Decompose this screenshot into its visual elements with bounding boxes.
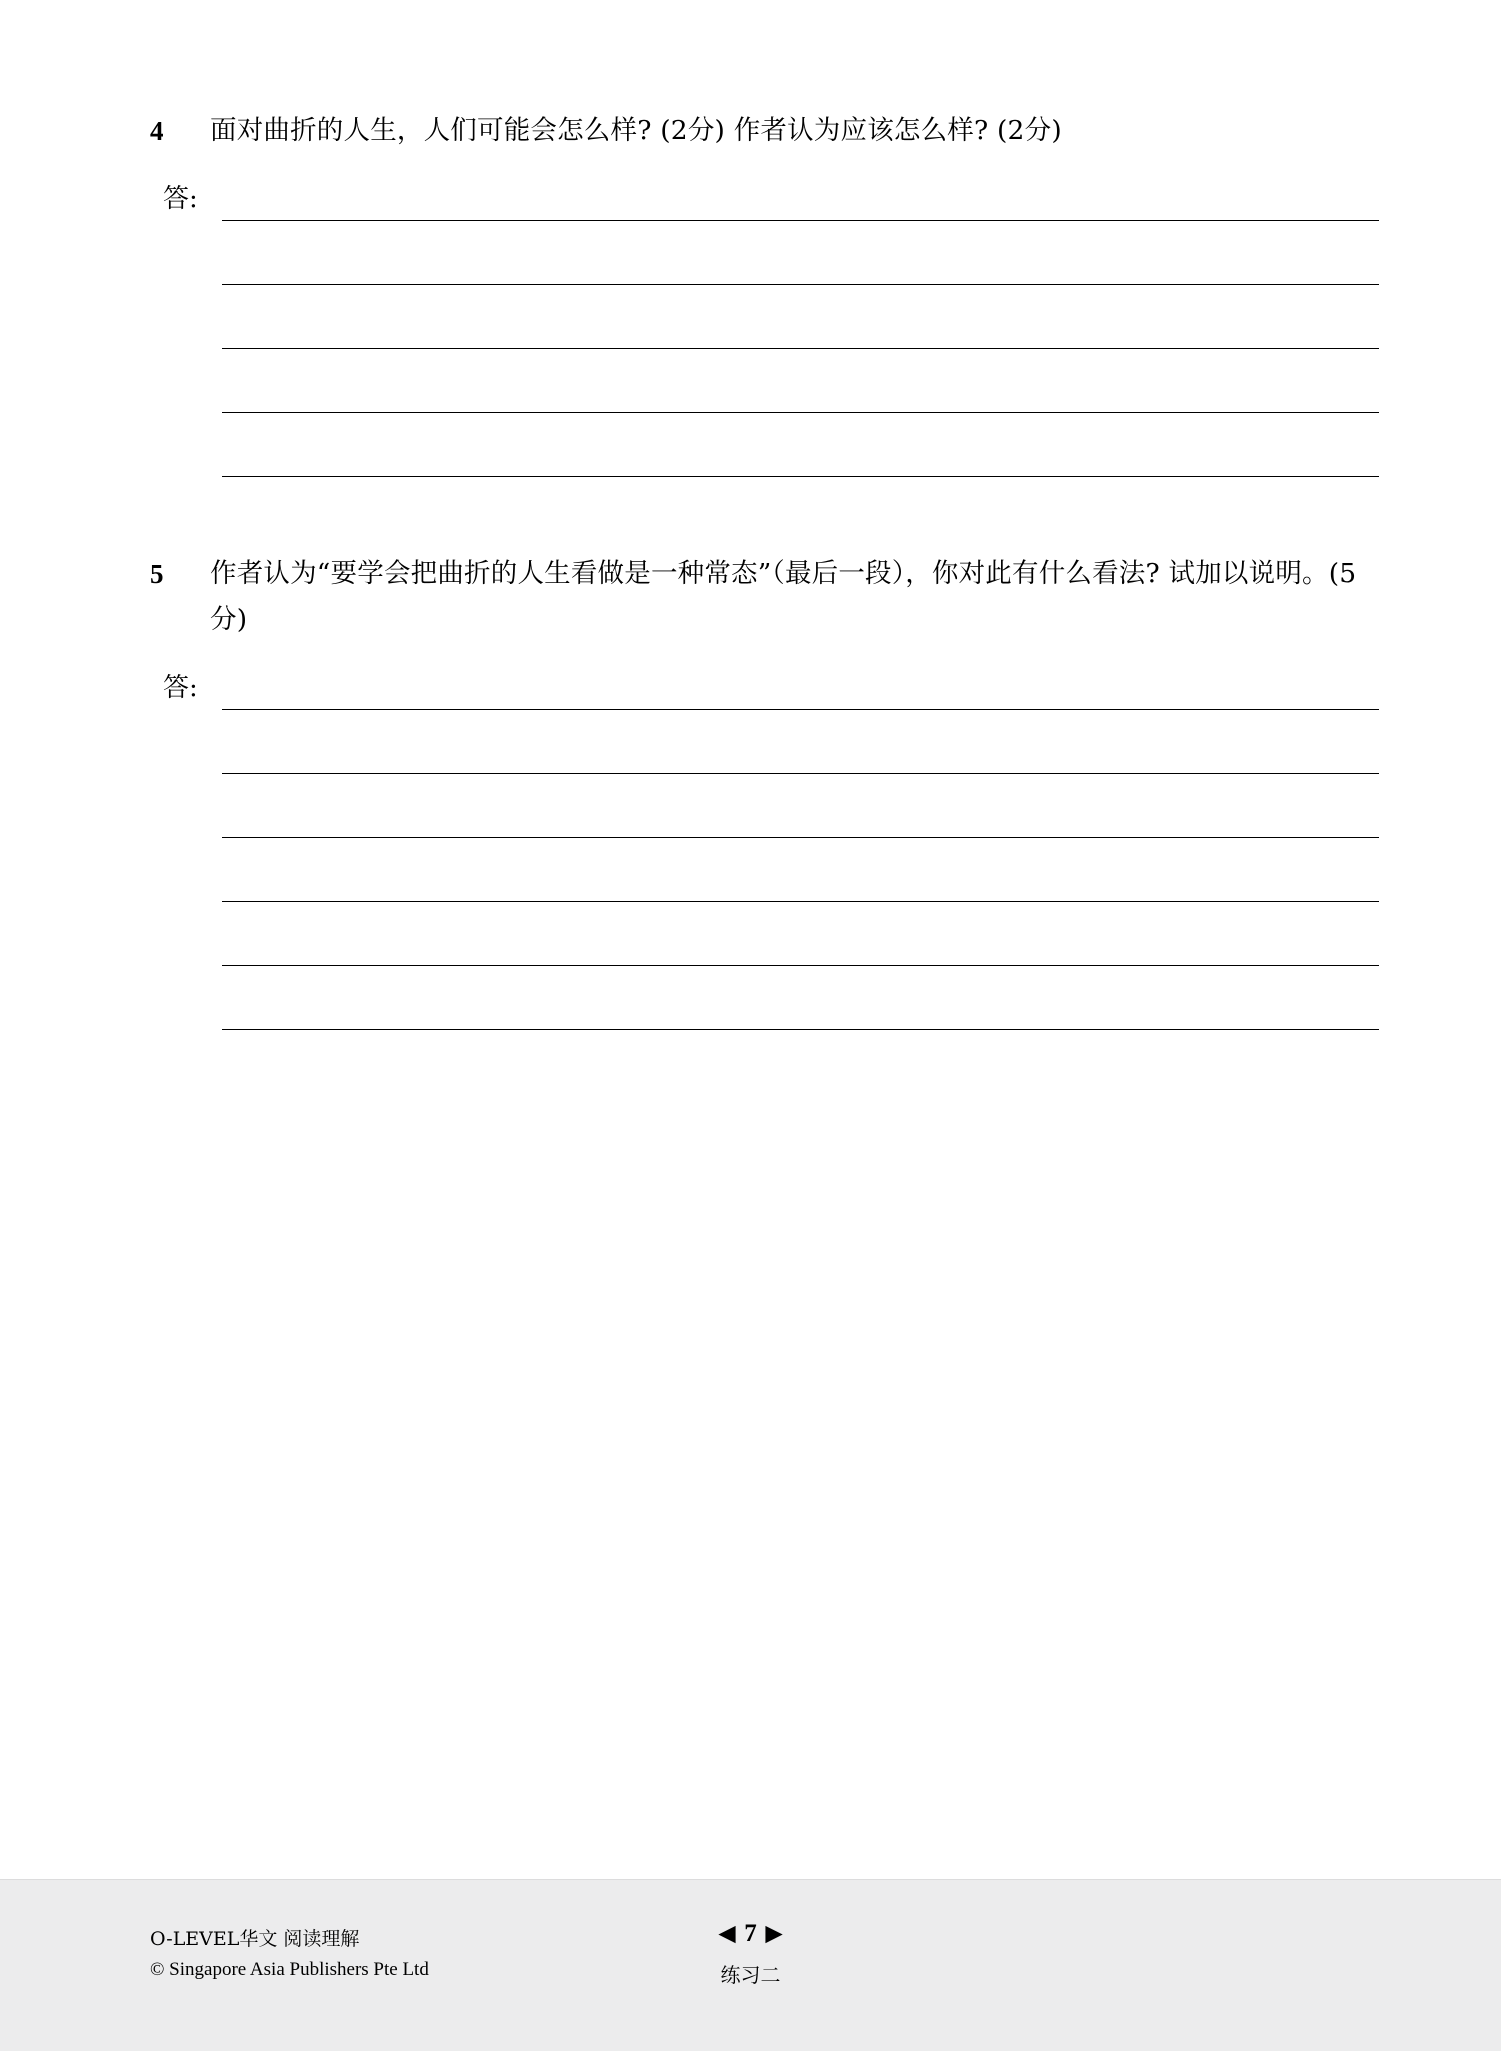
page-number-group bbox=[710, 1918, 791, 1949]
footer-copyright: © Singapore Asia Publishers Pte Ltd bbox=[150, 1959, 429, 1980]
left-arrow-icon: ◀ bbox=[719, 1921, 736, 1945]
answer-line[interactable] bbox=[222, 774, 1379, 838]
question-number: 4 bbox=[150, 116, 164, 146]
question-number: 5 bbox=[150, 559, 164, 589]
answer-area-4 bbox=[0, 180, 1501, 477]
answer-line[interactable] bbox=[222, 838, 1379, 902]
answer-line[interactable] bbox=[222, 902, 1379, 966]
answer-line[interactable] bbox=[222, 669, 1379, 710]
answer-lines[interactable] bbox=[0, 180, 1501, 477]
answer-line[interactable] bbox=[222, 710, 1379, 774]
footer-title: O-LEVEL华文 阅读理解 bbox=[150, 1928, 360, 1950]
page-number: 7 bbox=[744, 1920, 757, 1947]
question-text: 作者认为“要学会把曲折的人生看做是一种常态”（最后一段），你对此有什么看法? 试加以说明。(5分) bbox=[210, 558, 1357, 635]
question-block-4 bbox=[0, 0, 1501, 477]
answer-lines[interactable] bbox=[0, 669, 1501, 1030]
answer-line[interactable] bbox=[222, 180, 1379, 221]
footer-section: 练习二 bbox=[720, 1963, 781, 1987]
answer-line[interactable] bbox=[222, 285, 1379, 349]
answer-label: 答: bbox=[163, 184, 198, 214]
question-text: 面对曲折的人生，人们可能会怎么样? (2分) 作者认为应该怎么样? (2分) bbox=[210, 115, 1062, 146]
question-row bbox=[0, 551, 1501, 643]
footer-center bbox=[0, 1918, 1501, 1988]
answer-area-5 bbox=[0, 669, 1501, 1030]
page-footer bbox=[0, 1879, 1501, 2051]
spacer bbox=[0, 477, 1501, 551]
answer-line[interactable] bbox=[222, 966, 1379, 1030]
answer-label: 答: bbox=[163, 673, 198, 703]
answer-line[interactable] bbox=[222, 221, 1379, 285]
question-block-5 bbox=[0, 551, 1501, 1030]
answer-line[interactable] bbox=[222, 413, 1379, 477]
right-arrow-icon: ▶ bbox=[765, 1921, 782, 1945]
question-row bbox=[0, 108, 1501, 154]
answer-line[interactable] bbox=[222, 349, 1379, 413]
